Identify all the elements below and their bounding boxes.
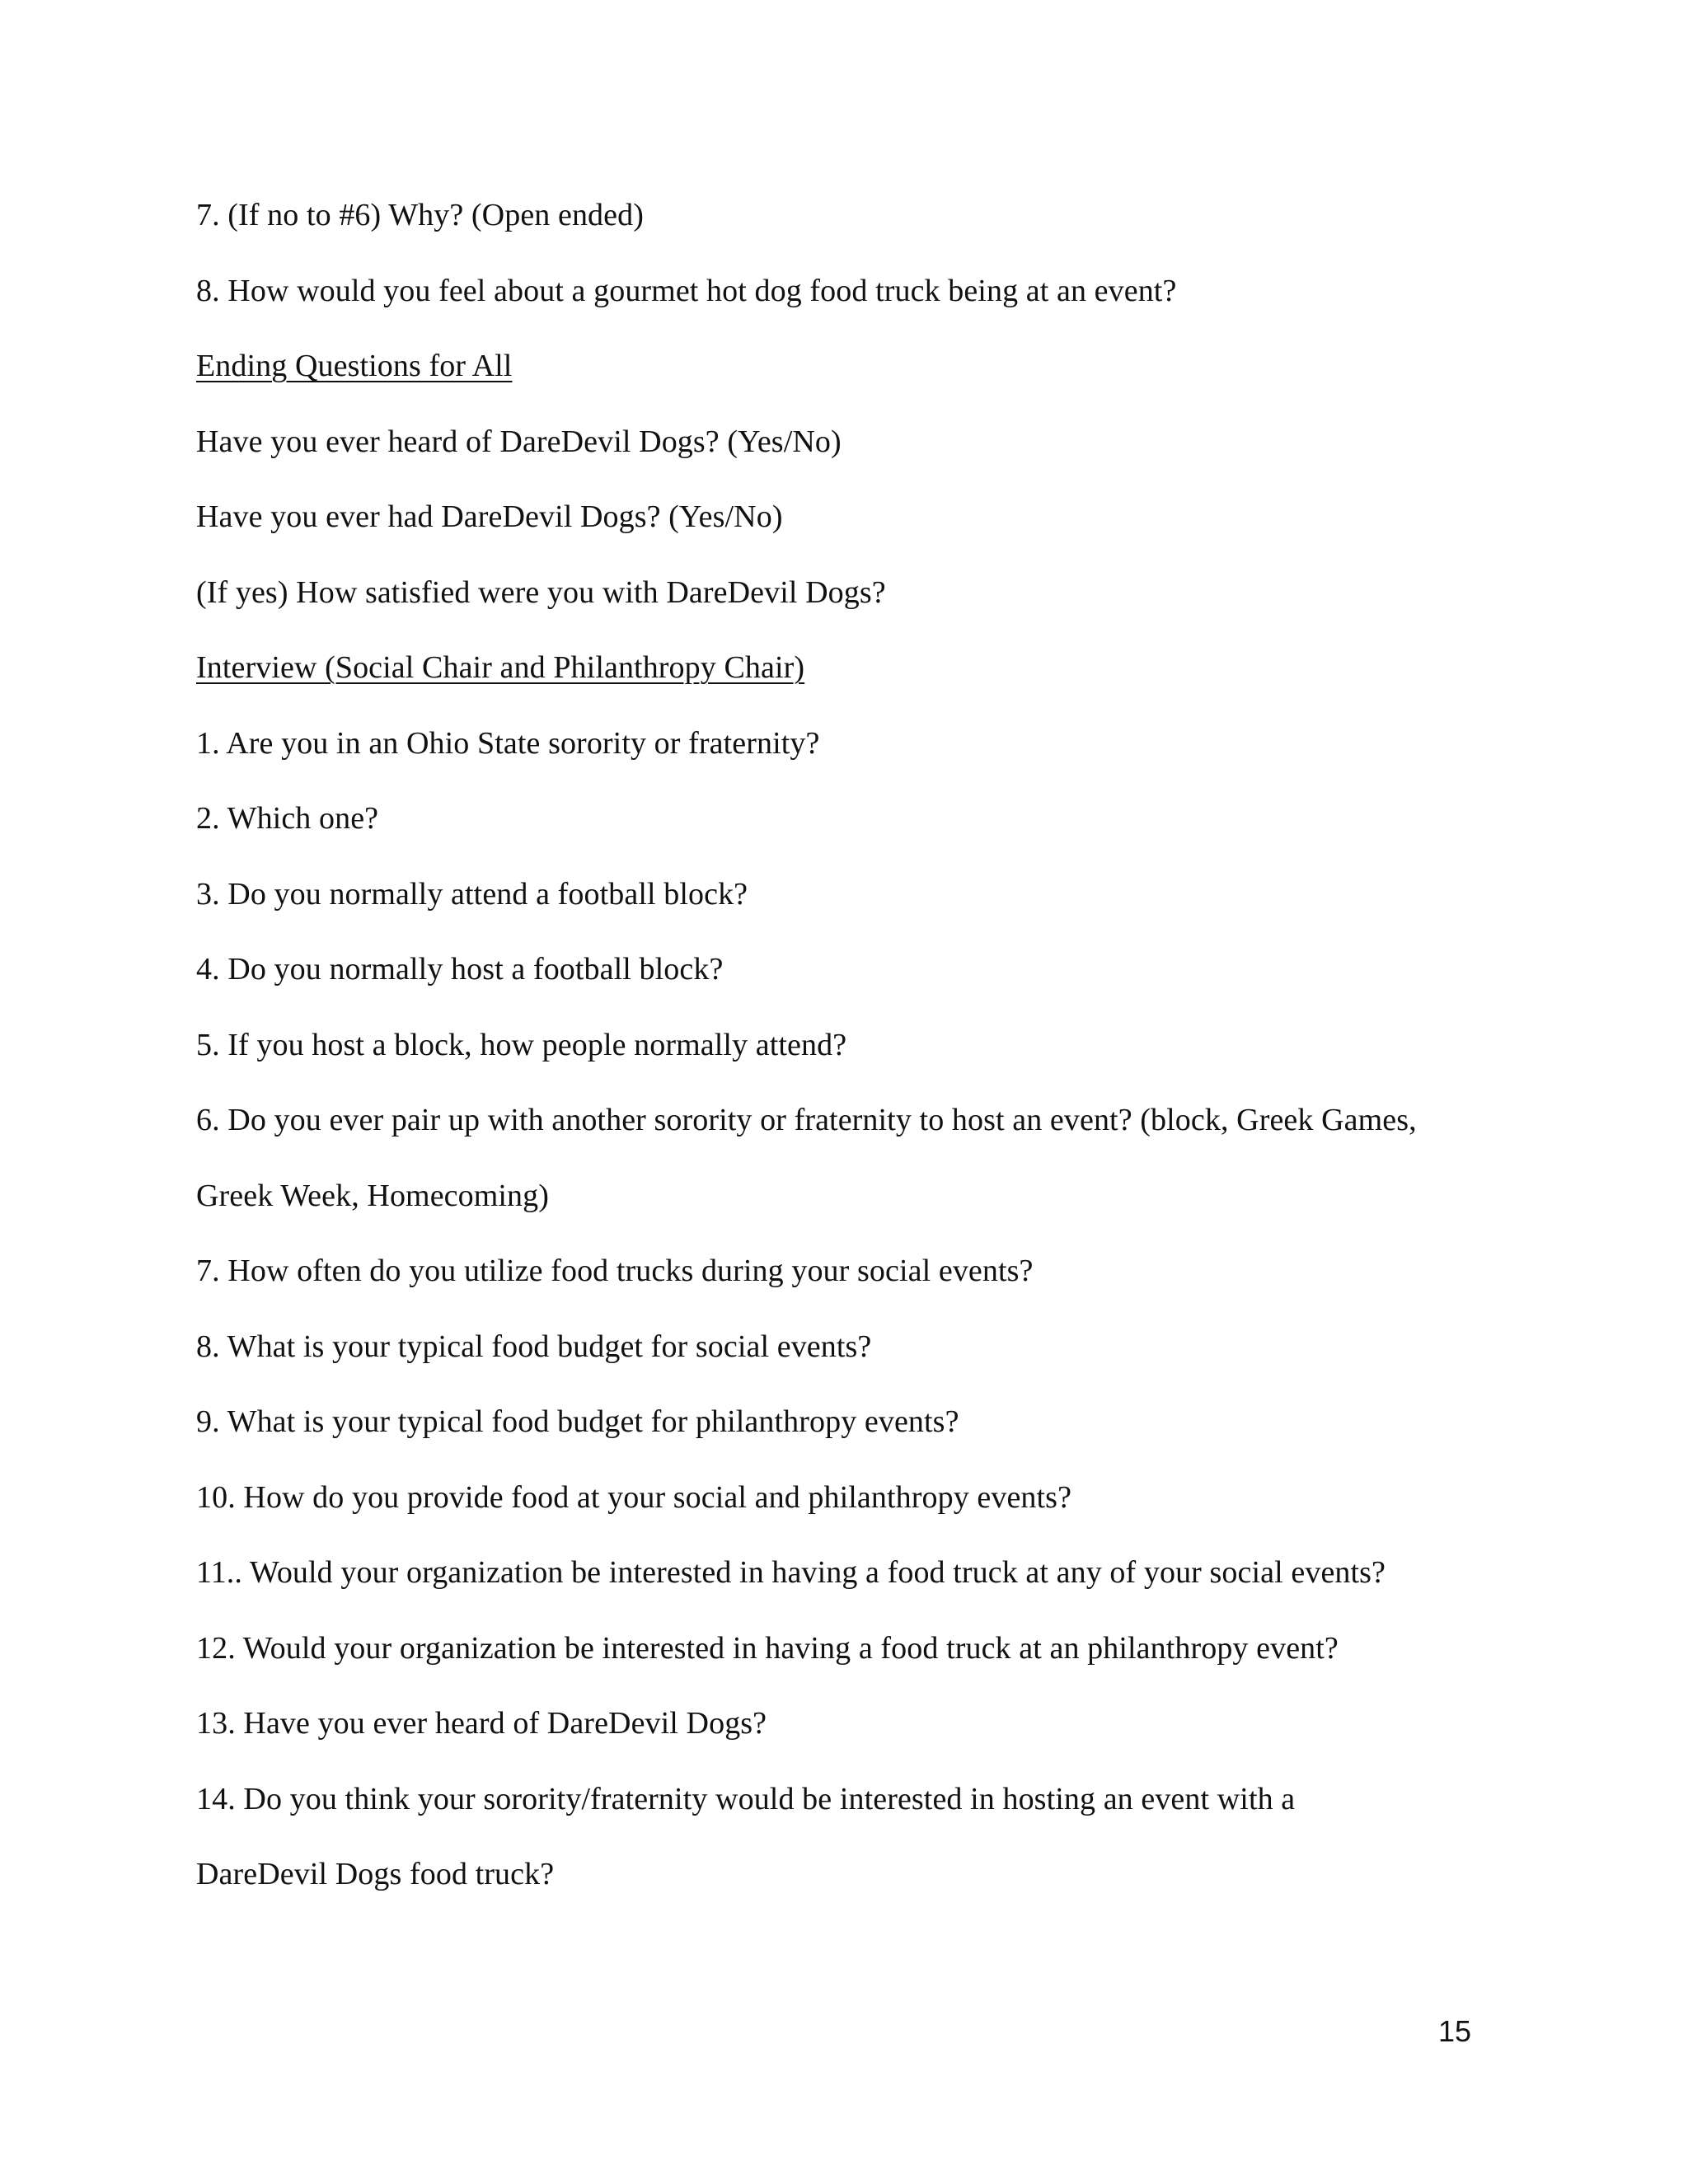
interview-question-5: 5. If you host a block, how people normally attend? [196, 1028, 847, 1062]
section-heading-interview: Interview (Social Chair and Philanthropy Chair) [196, 650, 805, 685]
interview-question-1: 1. Are you in an Ohio State sorority or fraternity? [196, 726, 820, 761]
interview-question-4: 4. Do you normally host a football block? [196, 952, 724, 987]
interview-question-6: 6. Do you ever pair up with another sorority or fraternity to host an event? (block, Greek Games, [196, 1103, 1417, 1137]
interview-question-10: 10. How do you provide food at your social and philanthropy events? [196, 1480, 1072, 1515]
section-heading-ending-questions: Ending Questions for All [196, 349, 513, 383]
interview-question-2: 2. Which one? [196, 801, 379, 836]
interview-question-8: 8. What is your typical food budget for social events? [196, 1329, 872, 1364]
interview-question-14-continued: DareDevil Dogs food truck? [196, 1857, 555, 1891]
interview-question-12: 12. Would your organization be interested in having a food truck at an philanthropy event? [196, 1631, 1339, 1666]
interview-question-11: 11.. Would your organization be interested in having a food truck at any of your social events? [196, 1555, 1386, 1590]
interview-question-14: 14. Do you think your sorority/fraternity would be interested in hosting an event with a [196, 1782, 1296, 1816]
ending-question-satisfied: (If yes) How satisfied were you with DareDevil Dogs? [196, 575, 886, 610]
ending-question-heard-of: Have you ever heard of DareDevil Dogs? (Yes/No) [196, 424, 842, 459]
interview-question-6-continued: Greek Week, Homecoming) [196, 1179, 549, 1213]
ending-question-had: Have you ever had DareDevil Dogs? (Yes/No) [196, 499, 783, 534]
interview-question-7: 7. How often do you utilize food trucks during your social events? [196, 1254, 1034, 1288]
question-8-gourmet-hot-dog: 8. How would you feel about a gourmet hot dog food truck being at an event? [196, 274, 1177, 308]
page-number: 15 [1437, 2014, 1471, 2048]
interview-question-13: 13. Have you ever heard of DareDevil Dogs? [196, 1706, 767, 1741]
interview-question-3: 3. Do you normally attend a football block? [196, 877, 748, 912]
interview-question-9: 9. What is your typical food budget for philanthropy events? [196, 1404, 959, 1439]
question-7-why-open-ended: 7. (If no to #6) Why? (Open ended) [196, 198, 644, 232]
